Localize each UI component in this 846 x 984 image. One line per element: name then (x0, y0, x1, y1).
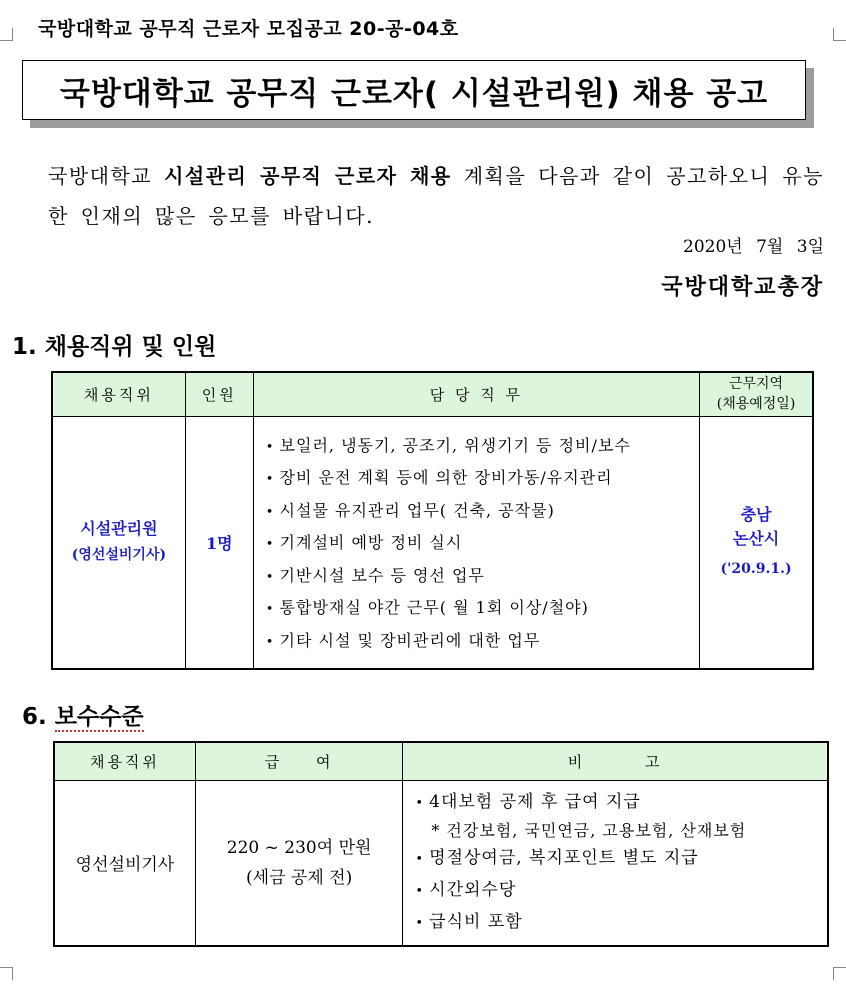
remark-item: * 건강보험, 국민연금, 고용보험, 산재보험 (431, 820, 747, 840)
salary-position-cell: 영선설비기사 (54, 780, 195, 946)
duty-item: • 기계설비 예방 정비 실시 (266, 528, 699, 561)
intro-paragraph (48, 156, 824, 236)
remark-item: • 시간외수당 (415, 875, 827, 907)
salary-note: (세금 공제 전) (246, 867, 353, 888)
header-remarks: 비 고 (403, 742, 828, 780)
salary-cell (195, 780, 402, 946)
remark-item: • 4대보험 공제 후 급여 지급 (415, 787, 827, 819)
remark-item: • 급식비 포함 (415, 907, 827, 939)
salary-table (53, 741, 829, 947)
section-heading-positions: 1. 채용직위 및 인원 (12, 334, 217, 360)
page-corner-mark (0, 28, 13, 41)
duty-item: • 장비 운전 계획 등에 의한 장비가동/유지관리 (266, 463, 699, 496)
count-cell: 1명 (185, 416, 253, 669)
page-corner-mark (0, 967, 13, 980)
header-salary: 급 여 (195, 742, 402, 780)
remarks-list (403, 781, 827, 945)
salary-amount: 220 ~ 230여 만원 (226, 837, 372, 858)
signer: 국방대학교총장 (661, 274, 824, 300)
header-location-sub: (채용예정일) (716, 396, 796, 413)
location-cell (700, 416, 813, 669)
duty-item: • 시설물 유지관리 업무( 건축, 공작물) (266, 496, 699, 529)
section-number: 6. (22, 704, 55, 730)
remark-item: • 명절상여금, 복지포인트 별도 지급 (415, 843, 827, 875)
duty-item: • 기타 시설 및 장비관리에 대한 업무 (266, 626, 699, 659)
page-corner-mark (833, 28, 846, 41)
page-corner-mark (833, 967, 846, 980)
duties-list (254, 417, 699, 669)
intro-emphasis: 시설관리 공무직 근로자 채용 (164, 164, 452, 188)
section-heading-salary (22, 698, 144, 731)
start-date: ('20.9.1.) (720, 561, 792, 578)
notice-date: 2020년 7월 3일 (683, 237, 824, 257)
duty-item: • 기반시설 보수 등 영선 업무 (266, 561, 699, 594)
duty-item: • 보일러, 냉동기, 공조기, 위생기기 등 정비/보수 (266, 431, 699, 464)
position-name: 시설관리원 (80, 519, 158, 539)
header-duties: 담 당 직 무 (253, 372, 699, 416)
remarks-cell (403, 780, 828, 946)
title-banner (22, 60, 806, 120)
duty-item: • 통합방재실 야간 근무( 월 1회 이상/철야) (266, 593, 699, 626)
table-row (52, 416, 813, 669)
section-title: 보수수준 (54, 704, 144, 730)
notice-number: 국방대학교 공무직 근로자 모집공고 20-공-04호 (38, 18, 459, 40)
header-position: 채용직위 (52, 372, 185, 416)
duties-cell (253, 416, 699, 669)
header-position: 채용직위 (54, 742, 195, 780)
position-sub: (영선설비기사) (71, 547, 167, 564)
table-header-row (52, 372, 813, 416)
location-province: 충남 (740, 505, 772, 525)
positions-table (51, 371, 814, 670)
location-city: 논산시 (732, 529, 780, 549)
table-row (54, 780, 828, 946)
header-location (700, 372, 813, 416)
table-header-row (54, 742, 828, 780)
page-title: 국방대학교 공무직 근로자( 시설관리원) 채용 공고 (22, 60, 806, 120)
intro-text: 국방대학교 (48, 164, 165, 188)
position-cell (52, 416, 185, 669)
header-count: 인원 (185, 372, 253, 416)
intro-text: 계획을 다음과 같이 공고하오니 유능한 인재의 많은 응모를 바랍니다. (48, 164, 824, 228)
header-location-label: 근무지역 (728, 376, 784, 393)
